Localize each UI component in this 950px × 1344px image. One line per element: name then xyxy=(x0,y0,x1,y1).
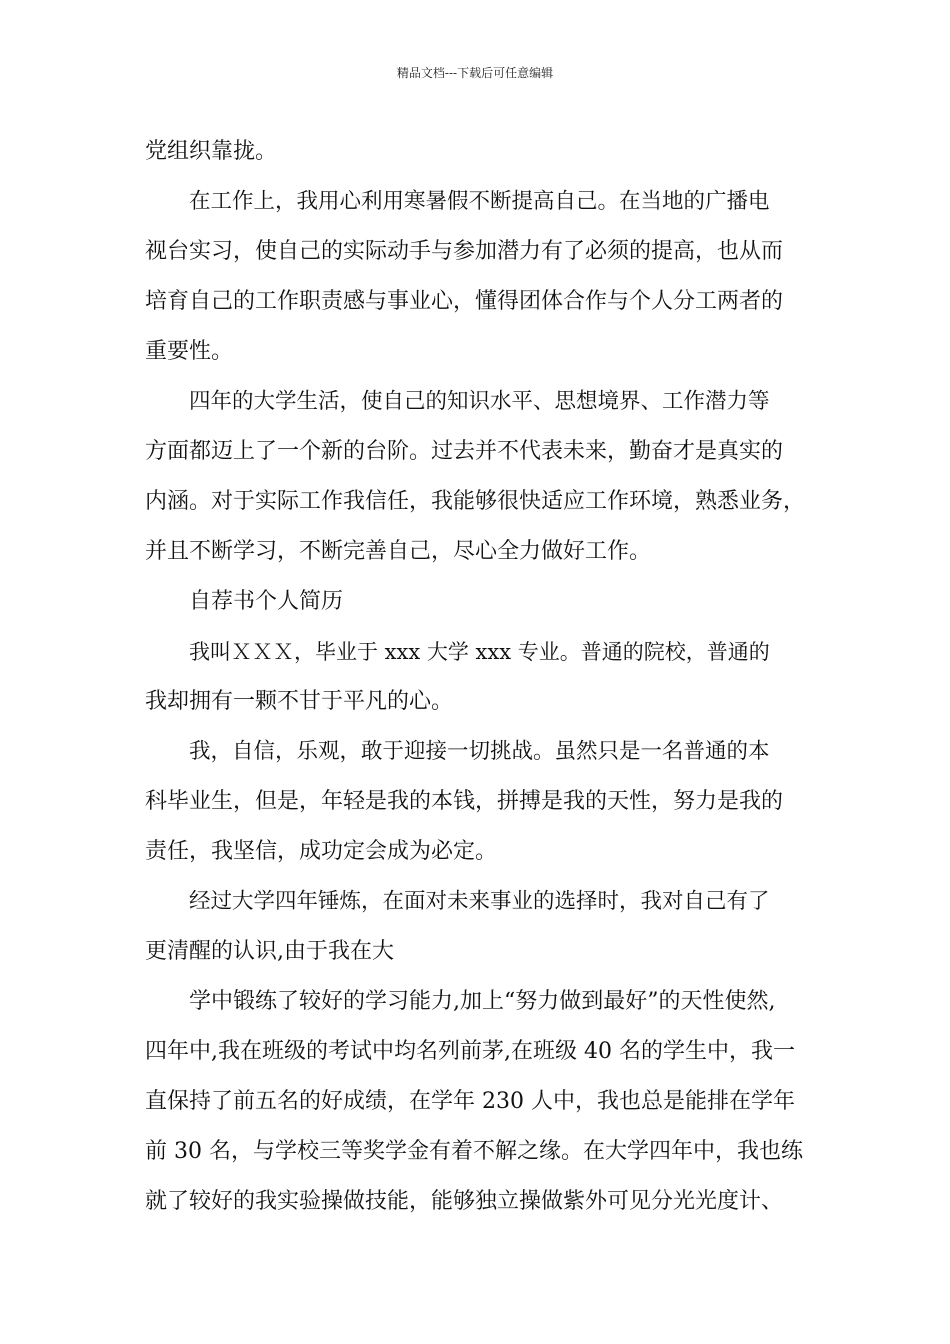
text-line: 科毕业生，但是，年轻是我的本钱，拼搏是我的天性，努力是我的 xyxy=(145,789,784,814)
text-line: 重要性。 xyxy=(145,339,234,364)
text-line: 我叫ＸＸＸ，毕业于 xxx 大学 xxx 专业。普通的院校，普通的 xyxy=(189,640,770,664)
page-header: 精品文档---下载后可任意编辑 xyxy=(396,66,554,80)
text-line: 并且不断学习，不断完善自己，尽心全力做好工作。 xyxy=(145,539,652,564)
text-line: 方面都迈上了一个新的台阶。过去并不代表未来，勤奋才是真实的 xyxy=(145,439,784,464)
text-line: 我，自信，乐观，敢于迎接一切挑战。虽然只是一名普通的本 xyxy=(189,739,770,764)
text-line: 自荐书个人简历 xyxy=(189,589,344,614)
text-line: 内涵。对于实际工作我信任，我能够很快适应工作环境，熟悉业务， xyxy=(145,489,806,514)
document-body xyxy=(145,127,825,1227)
text-line: 在工作上，我用心利用寒暑假不断提高自己。在当地的广播电 xyxy=(189,189,770,214)
text-line: 更清醒的认识,由于我在大 xyxy=(145,939,394,964)
text-line: 学中锻练了较好的学习能力,加上“努力做到最好”的天性使然, xyxy=(189,989,776,1014)
text-line: 视台实习，使自己的实际动手与参加潜力有了必须的提高，也从而 xyxy=(145,239,784,264)
text-line: 责任，我坚信，成功定会成为必定。 xyxy=(145,839,498,864)
text-line: 四年的大学生活，使自己的知识水平、思想境界、工作潜力等 xyxy=(189,389,770,414)
text-line: 党组织靠拢。 xyxy=(145,139,278,164)
text-line: 四年中,我在班级的考试中均名列前茅,在班级 40 名的学生中，我一 xyxy=(145,1039,795,1064)
text-line: 就了较好的我实验操做技能，能够独立操做紫外可见分光光度计、 xyxy=(145,1189,784,1214)
text-line: 培育自己的工作职责感与事业心，懂得团体合作与个人分工两者的 xyxy=(145,289,784,314)
text-line: 经过大学四年锤炼，在面对未来事业的选择时，我对自己有了 xyxy=(189,889,770,914)
text-line: 前 30 名，与学校三等奖学金有着不解之缘。在大学四年中，我也练 xyxy=(145,1139,803,1164)
text-line: 直保持了前五名的好成绩，在学年 230 人中，我也总是能排在学年 xyxy=(145,1089,795,1114)
text-line: 我却拥有一颗不甘于平凡的心。 xyxy=(145,689,454,714)
